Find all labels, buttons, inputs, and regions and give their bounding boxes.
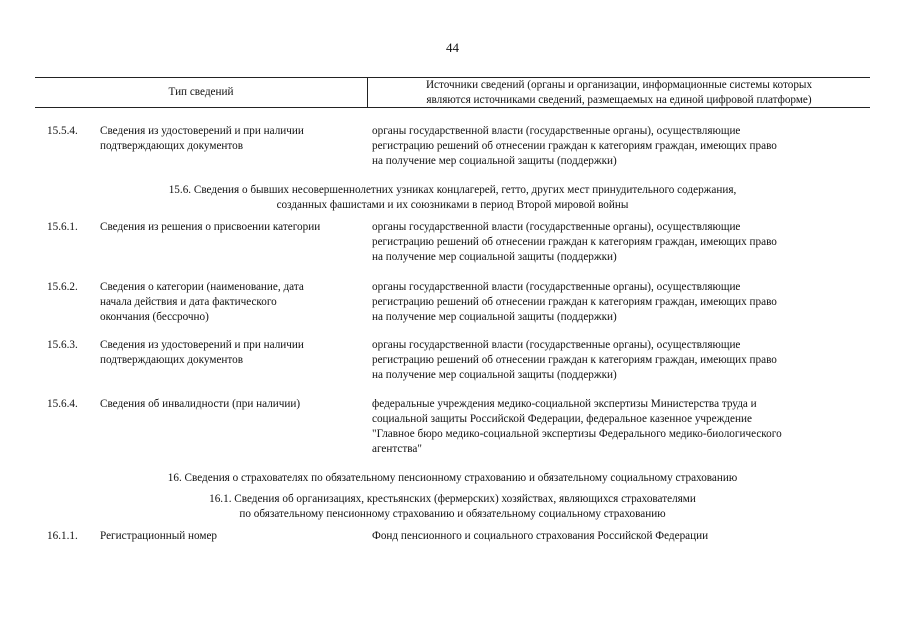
row-type-line: Сведения о категории (наименование, дата — [100, 281, 304, 293]
header-type-column — [35, 78, 367, 107]
row-source-line: органы государственной власти (государственные органы), осуществляющие — [372, 221, 741, 233]
table-header — [35, 77, 870, 108]
row-type-line: начала действия и дата фактического — [100, 296, 277, 308]
header-source-line: Источники сведений (органы и организации, информационные системы которых — [425, 79, 813, 91]
row-number: 16.1.1. — [47, 530, 78, 542]
row-type-line: Регистрационный номер — [100, 530, 218, 542]
row-type — [100, 397, 365, 412]
section-heading-16 — [0, 471, 905, 486]
row-source-line: агентства" — [372, 443, 422, 455]
section-heading-line: 15.6. Сведения о бывших несовершеннолетних узниках концлагерей, гетто, других мест принудительного содержания, — [168, 184, 737, 196]
row-source-line: регистрацию решений об отнесении граждан к категориям граждан, имеющих право — [372, 236, 777, 248]
row-type-line: Сведения из удостоверений и при наличии — [100, 339, 304, 351]
row-type-line: Сведения из удостоверений и при наличии — [100, 125, 304, 137]
row-source — [372, 220, 872, 265]
section-heading-line: 16. Сведения о страхователях по обязательному пенсионному страхованию и обязательному социальному страхованию — [167, 472, 738, 484]
row-number: 15.6.1. — [47, 221, 78, 233]
header-source-column — [368, 78, 870, 107]
row-source-line: Фонд пенсионного и социального страхования Российской Федерации — [372, 530, 709, 542]
row-type — [100, 124, 365, 154]
row-number: 15.6.3. — [47, 339, 78, 351]
section-heading-line: 16.1. Сведения об организациях, крестьянских (фермерских) хозяйствах, являющихся страхователями — [209, 493, 696, 505]
row-source — [372, 397, 872, 457]
section-heading-line: созданных фашистами и их союзниками в период Второй мировой войны — [276, 199, 629, 211]
row-source-line: социальной защиты Российской Федерации, федеральное казенное учреждение — [372, 413, 752, 425]
row-source-line: регистрацию решений об отнесении граждан к категориям граждан, имеющих право — [372, 140, 777, 152]
row-type-line: подтверждающих документов — [100, 354, 244, 366]
row-source-line: на получение мер социальной защиты (поддержки) — [372, 311, 617, 323]
row-source-line: органы государственной власти (государственные органы), осуществляющие — [372, 339, 741, 351]
section-heading-15-6 — [0, 183, 905, 213]
page-number: 44 — [446, 40, 459, 55]
row-source — [372, 124, 872, 169]
row-source-line: на получение мер социальной защиты (поддержки) — [372, 155, 617, 167]
row-type-line: Сведения об инвалидности (при наличии) — [100, 398, 301, 410]
row-type — [100, 220, 365, 235]
header-source-line: являются источниками сведений, размещаемых на единой цифровой платформе) — [426, 94, 812, 106]
row-source — [372, 529, 872, 544]
row-source-line: регистрацию решений об отнесении граждан к категориям граждан, имеющих право — [372, 296, 777, 308]
row-source-line: федеральные учреждения медико-социальной экспертизы Министерства труда и — [372, 398, 757, 410]
row-source-line: на получение мер социальной защиты (поддержки) — [372, 251, 617, 263]
row-type-line: Сведения из решения о присвоении категории — [100, 221, 321, 233]
row-type — [100, 529, 365, 544]
section-heading-line: по обязательному пенсионному страхованию и обязательному социальному страхованию — [239, 508, 666, 520]
row-type — [100, 280, 365, 325]
row-type-line: окончания (бессрочно) — [100, 311, 209, 323]
row-source — [372, 338, 872, 383]
row-source-line: регистрацию решений об отнесении граждан к категориям граждан, имеющих право — [372, 354, 777, 366]
row-type — [100, 338, 365, 368]
row-source — [372, 280, 872, 325]
header-type-label: Тип сведений — [168, 86, 234, 98]
row-source-line: органы государственной власти (государственные органы), осуществляющие — [372, 281, 741, 293]
row-type-line: подтверждающих документов — [100, 140, 244, 152]
row-number: 15.6.2. — [47, 281, 78, 293]
row-source-line: "Главное бюро медико-социальной экспертизы Федерального медико-биологического — [372, 428, 782, 440]
section-heading-16-1 — [0, 492, 905, 522]
row-source-line: органы государственной власти (государственные органы), осуществляющие — [372, 125, 741, 137]
row-number: 15.6.4. — [47, 398, 78, 410]
row-number: 15.5.4. — [47, 125, 78, 137]
row-source-line: на получение мер социальной защиты (поддержки) — [372, 369, 617, 381]
